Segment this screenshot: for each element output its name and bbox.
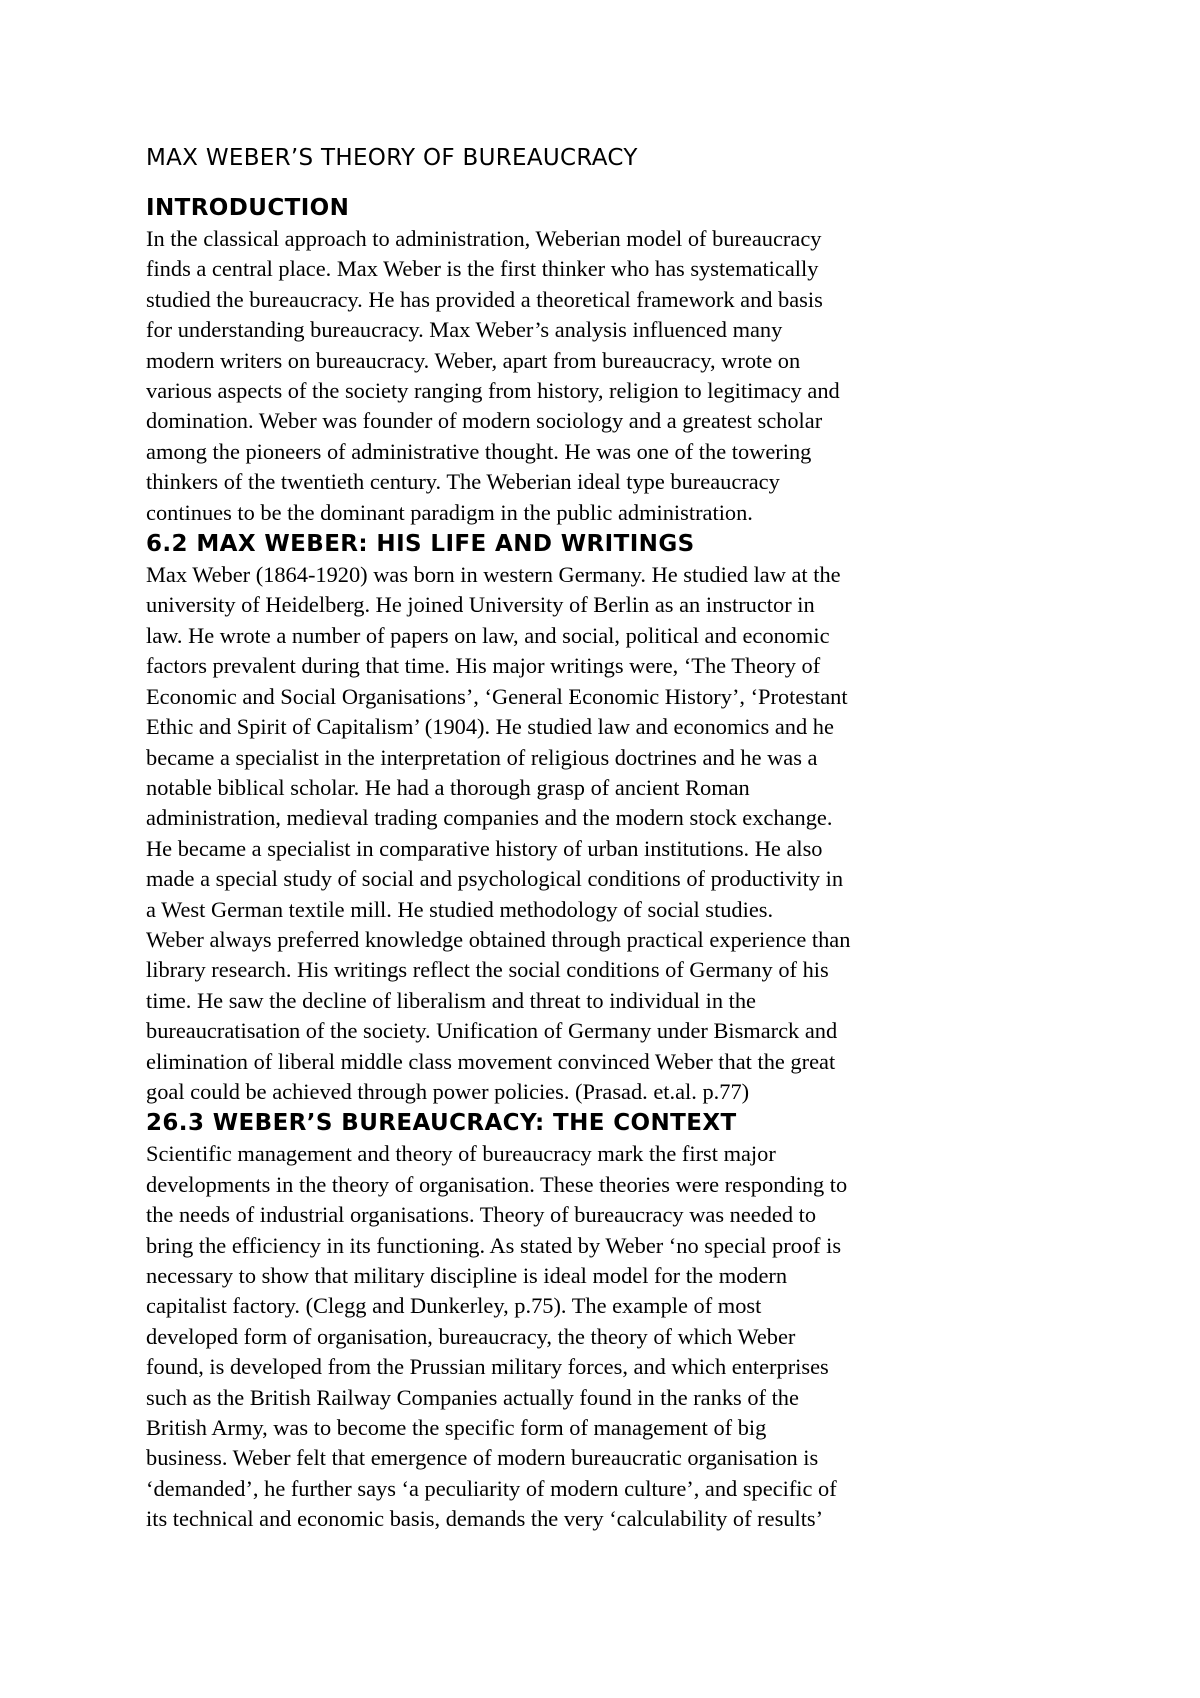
text-line: studied the bureaucracy. He has provided a theoretical framework and basis xyxy=(146,286,823,312)
text-line: made a special study of social and psychological conditions of productivity in xyxy=(146,866,844,892)
text-line: found, is developed from the Prussian military forces, and which enterprises xyxy=(146,1354,829,1380)
text-line: He became a specialist in comparative history of urban institutions. He also xyxy=(146,835,823,861)
text-line: necessary to show that military discipline is ideal model for the modern xyxy=(146,1263,788,1288)
text-line: bring the efficiency in its functioning. As stated by Weber ‘no special proof is xyxy=(146,1232,842,1258)
text-line: thinkers of the twentieth century. The Weberian ideal type bureaucracy xyxy=(146,469,780,495)
text-line: Ethic and Spirit of Capitalism’ (1904). He studied law and economics and he xyxy=(146,714,834,740)
section-life-and-writings xyxy=(146,528,986,1107)
text-line: law. He wrote a number of papers on law, and social, political and economic xyxy=(146,622,830,648)
text-line: university of Heidelberg. He joined University of Berlin as an instructor in xyxy=(146,592,815,618)
text-line: capitalist factory. (Clegg and Dunkerley, p.75). The example of most xyxy=(146,1293,762,1319)
text-line: modern writers on bureaucracy. Weber, apart from bureaucracy, wrote on xyxy=(146,347,801,373)
text-line: continues to be the dominant paradigm in the public administration. xyxy=(146,499,753,525)
text-line: finds a central place. Max Weber is the first thinker who has systematically xyxy=(146,256,819,282)
text-line: Weber always preferred knowledge obtained through practical experience than xyxy=(146,926,851,952)
text-line: Max Weber (1864-1920) was born in western Germany. He studied law at the xyxy=(146,562,841,588)
text-line: library research. His writings reflect the social conditions of Germany of his xyxy=(146,957,829,983)
text-line: such as the British Railway Companies actually found in the ranks of the xyxy=(146,1384,799,1410)
text-line: the needs of industrial organisations. Theory of bureaucracy was needed to xyxy=(146,1202,817,1228)
text-line: its technical and economic basis, demands the very ‘calculability of results’ xyxy=(146,1506,824,1532)
section-heading: 26.3 WEBER’S BUREAUCRACY: THE CONTEXT xyxy=(146,1110,737,1137)
text-line: elimination of liberal middle class movement convinced Weber that the great xyxy=(146,1048,836,1074)
text-line: for understanding bureaucracy. Max Weber’s analysis influenced many xyxy=(146,317,783,343)
section-introduction xyxy=(146,192,986,528)
text-line: administration, medieval trading companies and the modern stock exchange. xyxy=(146,805,833,831)
section-heading: INTRODUCTION xyxy=(146,195,350,221)
text-line: a West German textile mill. He studied methodology of social studies. xyxy=(146,896,774,922)
section-paragraph xyxy=(146,224,986,528)
section-context xyxy=(146,1107,986,1534)
section-paragraph xyxy=(146,560,986,1107)
text-line: Economic and Social Organisations’, ‘General Economic History’, ‘Protestant xyxy=(146,683,848,709)
text-line: developed form of organisation, bureaucracy, the theory of which Weber xyxy=(146,1323,796,1349)
section-heading: 6.2 MAX WEBER: HIS LIFE AND WRITINGS xyxy=(146,531,695,558)
section-paragraph xyxy=(146,1139,986,1534)
text-line: In the classical approach to administration, Weberian model of bureaucracy xyxy=(146,226,822,251)
text-line: domination. Weber was founder of modern sociology and a greatest scholar xyxy=(146,408,823,434)
text-line: Scientific management and theory of bureaucracy mark the first major xyxy=(146,1141,776,1167)
document-title: MAX WEBER’S THEORY OF BUREAUCRACY xyxy=(146,145,638,171)
text-line: developments in the theory of organisation. These theories were responding to xyxy=(146,1171,848,1197)
text-line: among the pioneers of administrative thought. He was one of the towering xyxy=(146,438,812,464)
text-line: factors prevalent during that time. His major writings were, ‘The Theory of xyxy=(146,653,821,679)
text-line: became a specialist in the interpretation of religious doctrines and he was a xyxy=(146,744,818,770)
text-line: goal could be achieved through power policies. (Prasad. et.al. p.77) xyxy=(146,1078,750,1104)
text-line: business. Weber felt that emergence of modern bureaucratic organisation is xyxy=(146,1445,819,1471)
text-line: British Army, was to become the specific form of management of big xyxy=(146,1415,767,1441)
text-line: ‘demanded’, he further says ‘a peculiarity of modern culture’, and specific of xyxy=(146,1475,837,1501)
text-line: bureaucratisation of the society. Unification of Germany under Bismarck and xyxy=(146,1018,838,1044)
text-line: various aspects of the society ranging from history, religion to legitimacy and xyxy=(146,378,840,404)
text-line: notable biblical scholar. He had a thorough grasp of ancient Roman xyxy=(146,774,750,800)
document-body xyxy=(146,142,986,1535)
text-line: time. He saw the decline of liberalism and threat to individual in the xyxy=(146,987,756,1013)
